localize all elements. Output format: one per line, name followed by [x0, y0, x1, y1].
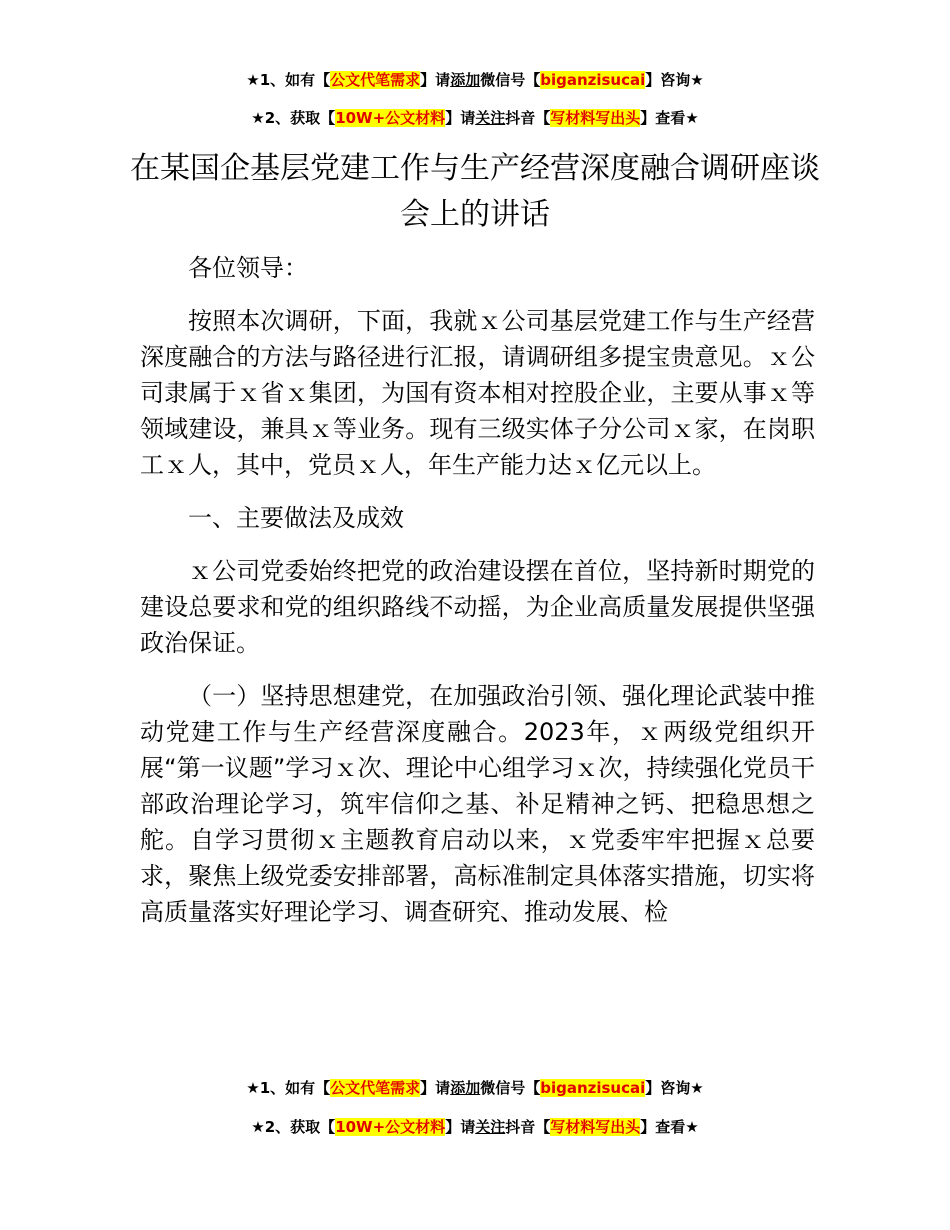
- banner-text: 抖音【: [505, 1118, 551, 1136]
- banner-text: ★2、获取【: [251, 1118, 336, 1136]
- header-banner-line-2: [0, 107, 950, 128]
- banner-text: 】请: [445, 109, 476, 127]
- banner-emphasis: 关注: [475, 109, 506, 127]
- banner-emphasis: 添加: [450, 71, 481, 89]
- salutation: 各位领导：: [188, 254, 308, 282]
- banner-text: 】请: [420, 1079, 451, 1097]
- banner-highlight: 10W+公文材料: [335, 109, 446, 127]
- banner-text: 】咨询★: [645, 1079, 704, 1097]
- banner-text: ★1、如有【: [246, 1079, 331, 1097]
- body-paragraph: （一）坚持思想建党，在加强政治引领、强化理论武装中推动党建工作与生产经营深度融合。2023年，ｘ两级党组织开展“第一议题”学习ｘ次、理论中心组学习ｘ次，持续强化党员干部政治理论学习，筑牢信仰之基、补足精神之钙、把稳思想之舵。自学习贯彻ｘ主题教育启动以来，ｘ党委牢牢把握ｘ总要求，聚焦上级党委安排部署，高标准制定具体落实措施，切实将高质量落实好理论学习、调查研究、推动发展、检: [140, 682, 815, 926]
- banner-text: 抖音【: [505, 109, 551, 127]
- banner-text: 微信号【: [480, 1079, 541, 1097]
- banner-highlight: 写材料写出头: [550, 1118, 641, 1136]
- banner-text: 】咨询★: [645, 71, 704, 89]
- banner-highlight: 公文代笔需求: [330, 71, 421, 89]
- banner-text: 】查看★: [640, 1118, 699, 1136]
- banner-highlight: 写材料写出头: [550, 109, 641, 127]
- footer-banner-line-1: [0, 1077, 950, 1098]
- banner-emphasis: 添加: [450, 1079, 481, 1097]
- document-title: 在某国企基层党建工作与生产经营深度融合调研座谈会上的讲话: [130, 151, 820, 232]
- banner-highlight: biganzisucai: [540, 1079, 646, 1097]
- banner-text: ★1、如有【: [246, 71, 331, 89]
- section-heading: 一、主要做法及成效: [188, 504, 404, 532]
- footer-banner-line-2: [0, 1116, 950, 1137]
- banner-text: 微信号【: [480, 71, 541, 89]
- banner-text: 】请: [445, 1118, 476, 1136]
- banner-highlight: 公文代笔需求: [330, 1079, 421, 1097]
- banner-emphasis: 关注: [475, 1118, 506, 1136]
- document-body: [140, 250, 815, 947]
- header-banner-line-1: [0, 69, 950, 90]
- banner-text: 】查看★: [640, 109, 699, 127]
- banner-text: 】请: [420, 71, 451, 89]
- banner-highlight: 10W+公文材料: [335, 1118, 446, 1136]
- banner-text: ★2、获取【: [251, 109, 336, 127]
- banner-highlight: biganzisucai: [540, 71, 646, 89]
- body-paragraph: 按照本次调研，下面，我就ｘ公司基层党建工作与生产经营深度融合的方法与路径进行汇报，请调研组多提宝贵意见。ｘ公司隶属于ｘ省ｘ集团，为国有资本相对控股企业，主要从事ｘ等领域建设，兼具ｘ等业务。现有三级实体子分公司ｘ家，在岗职工ｘ人，其中，党员ｘ人，年生产能力达ｘ亿元以上。: [140, 307, 815, 479]
- body-paragraph: ｘ公司党委始终把党的政治建设摆在首位，坚持新时期党的建设总要求和党的组织路线不动摇，为企业高质量发展提供坚强政治保证。: [140, 557, 815, 657]
